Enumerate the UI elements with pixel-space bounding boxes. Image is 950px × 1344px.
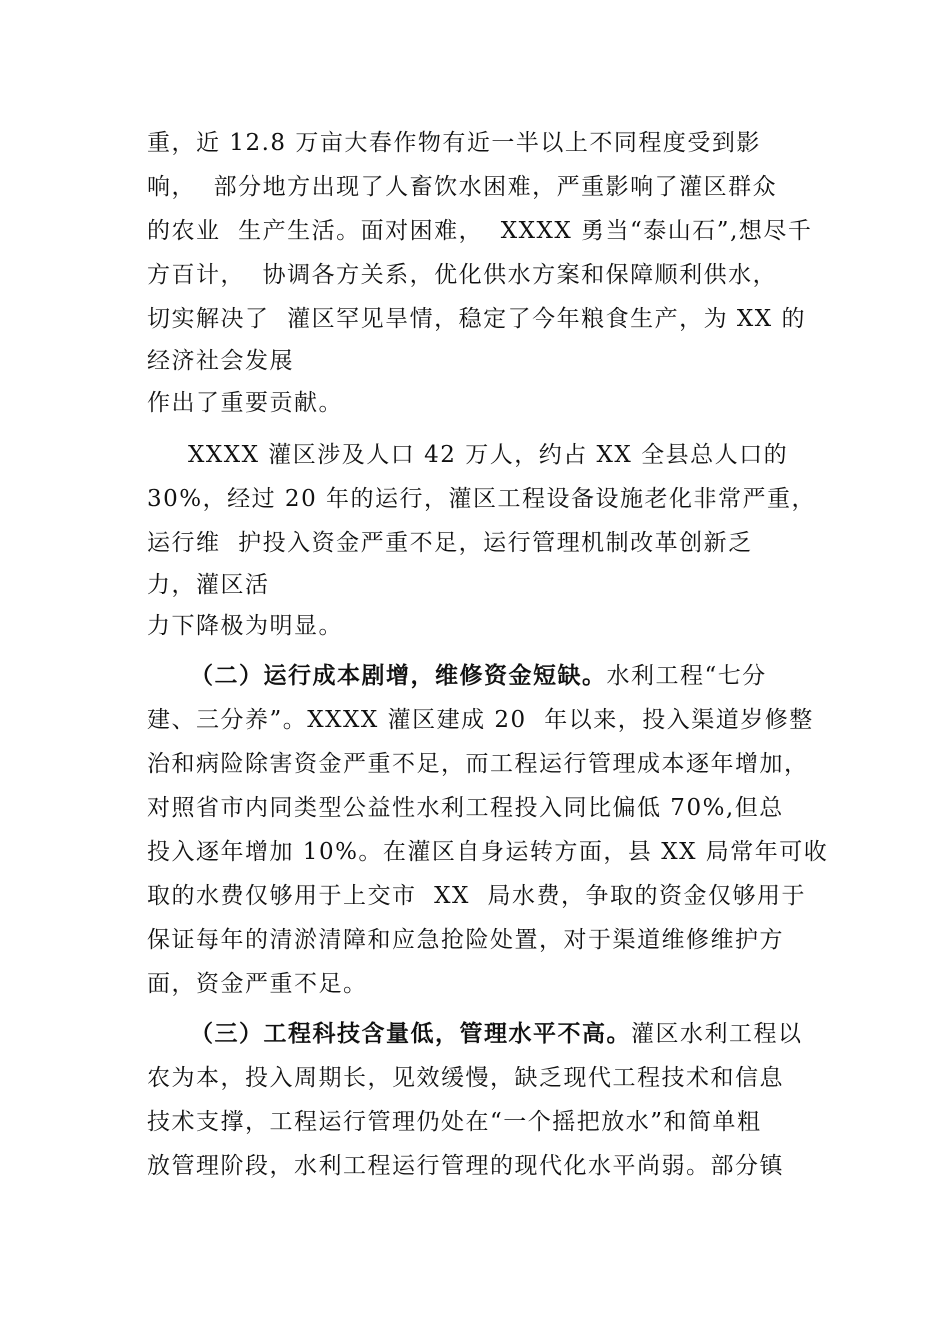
paragraph-line: 方百计， 协调各方关系，优化供水方案和保障顺利供水， (147, 262, 778, 288)
section-heading-line (190, 1019, 880, 1049)
paragraph-line: 经济社会发展 (147, 348, 294, 374)
section-heading: （三）工程科技含量低，管理水平不高。 (190, 1020, 631, 1047)
paragraph-line: 作出了重要贡献。 (147, 390, 343, 416)
section-heading: （二）运行成本剧增，维修资金短缺。 (190, 662, 607, 689)
paragraph-line: 运行维 护投入资金严重不足，运行管理机制改革创新乏 (147, 530, 753, 556)
paragraph-line: 30%，经过 20 年的运行，灌区工程设备设施老化非常严重， (147, 486, 817, 512)
paragraph-line: 力，灌区活 (147, 572, 270, 598)
paragraph-line: 农为本，投入周期长，见效缓慢，缺乏现代工程技术和信息 (147, 1065, 784, 1091)
section-text: 水利工程“七分 (606, 663, 767, 689)
paragraph-line: 重，近 12.8 万亩大春作物有近一半以上不同程度受到影 (147, 130, 761, 156)
paragraph-line: 力下降极为明显。 (147, 613, 343, 639)
section-heading-line (190, 661, 880, 691)
paragraph-line: 投入逐年增加 10%。在灌区自身运转方面，县 XX 局常年可收 (147, 839, 829, 865)
paragraph-line: XXXX 灌区涉及人口 42 万人，约占 XX 全县总人口的 (188, 442, 789, 468)
paragraph-line: 取的水费仅够用于上交市 XX 局水费，争取的资金仅够用于 (147, 883, 806, 909)
paragraph-line: 技术支撑，工程运行管理仍处在“一个摇把放水”和简单粗 (147, 1109, 762, 1135)
paragraph-line: 放管理阶段，水利工程运行管理的现代化水平尚弱。部分镇 (147, 1153, 784, 1179)
paragraph-line: 治和病险除害资金严重不足，而工程运行管理成本逐年增加， (147, 751, 809, 777)
paragraph-line: 的农业 生产生活。面对困难， XXXX 勇当“泰山石”,想尽千 (147, 218, 813, 244)
paragraph-line: 切实解决了 灌区罕见旱情，稳定了今年粮食生产，为 XX 的 (147, 306, 806, 332)
paragraph-line: 保证每年的清淤清障和应急抢险处置，对于渠道维修维护方 (147, 927, 784, 953)
paragraph-line: 建、三分养”。XXXX 灌区建成 20 年以来，投入渠道岁修整 (147, 707, 814, 733)
section-text: 灌区水利工程以 (631, 1021, 803, 1047)
paragraph-line: 对照省市内同类型公益性水利工程投入同比偏低 70%,但总 (147, 795, 784, 821)
paragraph-line: 响， 部分地方出现了人畜饮水困难，严重影响了灌区群众 (147, 174, 778, 200)
paragraph-line: 面，资金严重不足。 (147, 971, 368, 997)
